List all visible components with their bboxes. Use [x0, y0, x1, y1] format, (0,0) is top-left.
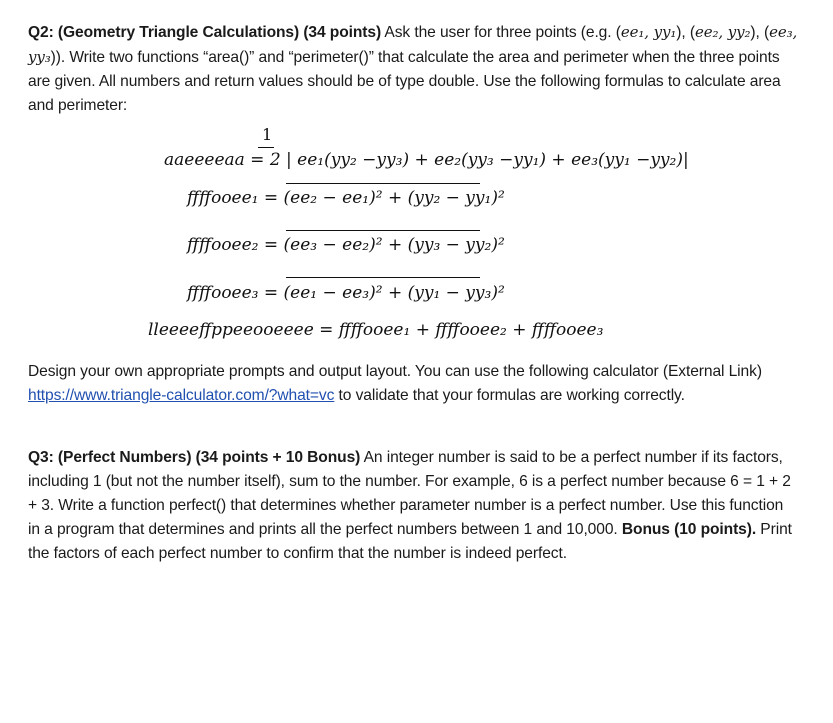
design-paragraph [28, 360, 798, 408]
q2-sep-1: ), ( [676, 24, 695, 41]
design-text-2: to validate that your formulas are working correctly. [334, 387, 685, 404]
q3-text-2: Print the factors of each perfect number to confirm that the number is indeed perfect. [28, 521, 792, 562]
q2-point-2: ee₂, yy₂ [694, 23, 751, 41]
q3-bonus: Bonus (10 points). [621, 521, 757, 538]
q3-heading: Q3: (Perfect Numbers) (34 points + 10 Bonus) [28, 449, 361, 466]
side-2-sqrt-bar [286, 230, 480, 231]
side-3-formula: ffffooee₃ = (ee₁ − ee₃)² + (yy₁ − yy₃)² [187, 283, 505, 303]
q2-text-2: )). Write two functions “area()” and “perimeter()” that calculate the area and perimeter when the three points are given. All numbers and return values should be of type double. Use the following formulas to calculate area and perimeter: [28, 49, 781, 114]
q2-point-3: ee₃, yy₃ [28, 23, 798, 66]
perimeter-formula: lleeeeffppeeooeeee = ffffooee₁ + ffffooee₂ + ffffooee₃ [148, 320, 604, 340]
side-1-sqrt-bar [286, 183, 480, 184]
q2-text-1: Ask the user for three points (e.g. ( [381, 24, 621, 41]
side-2-formula: ffffooee₂ = (ee₃ − ee₂)² + (yy₃ − yy₂)² [187, 235, 505, 255]
side-1-formula: ffffooee₁ = (ee₂ − ee₁)² + (yy₂ − yy₁)² [187, 188, 505, 208]
q3-text-1: An integer number is said to be a perfect number if its factors, including 1 (but not the number itself), sum to the number. For example, 6 is a perfect number because 6 = 1 + 2 + 3. Write a function perfect() that determines whether parameter number is a perfect number. Use this function in a program that determines and prints all the perfect numbers between 1 and 10,000. [28, 449, 791, 538]
area-fraction-bar [258, 147, 274, 148]
design-text-1: Design your own appropriate prompts and output layout. You can use the following calculator (External Link) [28, 363, 762, 380]
q2-sep-2: ), ( [750, 24, 770, 41]
q3-paragraph [28, 446, 798, 566]
q2-point-1: ee₁, yy₁ [620, 23, 677, 41]
area-fraction-numerator: 1 [262, 125, 273, 144]
side-3-sqrt-bar [286, 277, 480, 278]
calculator-link[interactable]: https://www.triangle-calculator.com/?what=vc [28, 387, 335, 404]
q2-heading: Q2: (Geometry Triangle Calculations) (34 points) [28, 24, 382, 41]
q2-paragraph [28, 20, 798, 118]
area-formula: aaeeeeaa = 2 | ee₁(yy₂ −yy₃) + ee₂(yy₃ −yy₁) + ee₃(yy₁ −yy₂)| [164, 150, 689, 170]
